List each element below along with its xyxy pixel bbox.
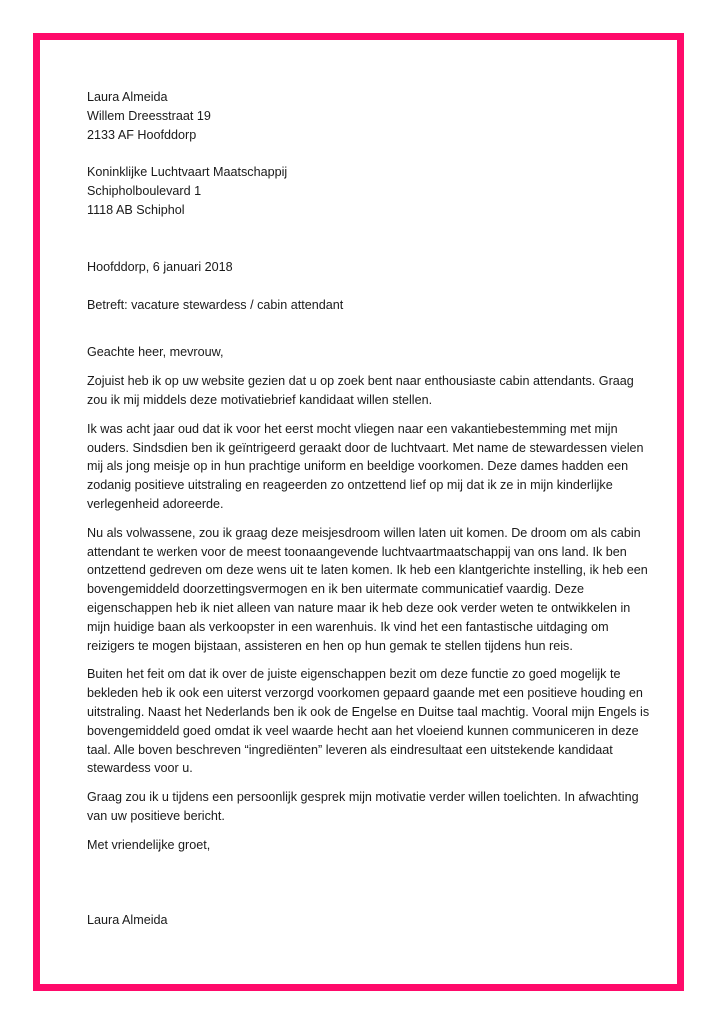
paragraph-line: Buiten het feit om dat ik over de juiste eigenschappen bezit om deze functie zo goed mogelijk te (87, 667, 621, 682)
recipient-company: Koninklijke Luchtvaart Maatschappij (87, 165, 288, 180)
closing (87, 836, 647, 855)
paragraph-line: stewardess voor u. (87, 761, 193, 776)
paragraph (87, 372, 647, 410)
paragraph-line: bovengemiddeld goed omdat ik veel waarde hecht aan het vloeiend kunnen communiceren in deze (87, 723, 639, 738)
paragraph (87, 788, 647, 826)
signature (87, 911, 647, 930)
paragraph-line: verlegenheid adoreerde. (87, 496, 224, 511)
paragraph-line: zou ik mij middels deze motivatiebrief kandidaat willen stellen. (87, 392, 433, 407)
recipient-street: Schipholboulevard 1 (87, 184, 202, 199)
paragraph-line: reizigers te mogen bijstaan, assisteren en hen op hun gemak te stellen tijdens hun reis. (87, 638, 573, 653)
paragraph-line: eigenschappen heb ik niet alleen van nature maar ik heb deze ook verder weten te ontwikkelen in (87, 600, 631, 615)
signature-name: Laura Almeida (87, 912, 168, 927)
closing-text: Met vriendelijke groet, (87, 837, 211, 852)
paragraph-line: uitstraling. Naast het Nederlands ben ik ook de Engelse en Duitse taal machtig. Vooral mijn Engels is (87, 704, 650, 719)
recipient-address (87, 163, 647, 219)
sender-address (87, 88, 647, 144)
paragraph-line: taal. Alle boven beschreven “ingrediënten” leveren als eindresultaat een uitstekende kandidaat (87, 742, 613, 757)
body-paragraphs (87, 372, 650, 826)
salutation (87, 343, 647, 362)
paragraph-line: mij als jong meisje op in hun prachtige uniform en beeldige voorkomen. Deze dames hadden een (87, 459, 629, 474)
paragraph-line: Nu als volwassene, zou ik graag deze meisjesdroom willen laten uit komen. De droom om als cabin (87, 525, 641, 540)
paragraph-line: bekleden heb ik ook een uiterst verzorgd voorkomen gepaard gaande met een positieve houding en (87, 686, 643, 701)
paragraph (87, 665, 650, 778)
paragraph-line: Ik was acht jaar oud dat ik voor het eerst mocht vliegen naar een vakantiebestemming met mijn (87, 421, 618, 436)
paragraph (87, 524, 647, 656)
paragraph-line: attendant te werken voor de meest toonaangevende luchtvaartmaatschappij van ons land. Ik ben (87, 544, 627, 559)
paragraph-line: mijn huidige baan als verkoopster in een warenhuis. Ik vind het een fantastische uitdaging om (87, 619, 609, 634)
salutation-text: Geachte heer, mevrouw, (87, 345, 224, 360)
paragraph-line: van uw positieve bericht. (87, 808, 225, 823)
sender-name: Laura Almeida (87, 90, 168, 104)
recipient-city: 1118 AB Schiphol (87, 202, 185, 217)
paragraph-line: zodanig positieve uitstraling en reageerden zo ontzettend lief op mij dat ik ze in mijn kinderlijke (87, 478, 613, 493)
sender-city: 2133 AF Hoofddorp (87, 127, 197, 142)
subject-text: Betreft: vacature stewardess / cabin attendant (87, 297, 344, 312)
paragraph-line: ontzettend gedreven om deze wens uit te laten komen. Ik heb een klantgerichte instelling, ik heb een (87, 563, 648, 578)
place-date-text: Hoofddorp, 6 januari 2018 (87, 259, 233, 274)
letter-body (87, 88, 650, 929)
paragraph-line: Graag zou ik u tijdens een persoonlijk gesprek mijn motivatie verder willen toelichten. In afwachting (87, 790, 639, 805)
paragraph-line: ouders. Sindsdien ben ik geïntrigeerd geraakt door de luchtvaart. Met name de stewardessen vielen (87, 440, 644, 455)
sender-street: Willem Dreesstraat 19 (87, 108, 211, 123)
subject-line (87, 296, 647, 315)
paragraph (87, 420, 647, 514)
paragraph-line: bovengemiddeld doorzettingsvermogen en ik ben uitermate communicatief vaardig. Deze (87, 582, 585, 597)
paragraph-line: Zojuist heb ik op uw website gezien dat u op zoek bent naar enthousiaste cabin attendants. Graag (87, 374, 634, 389)
place-date (87, 258, 647, 277)
